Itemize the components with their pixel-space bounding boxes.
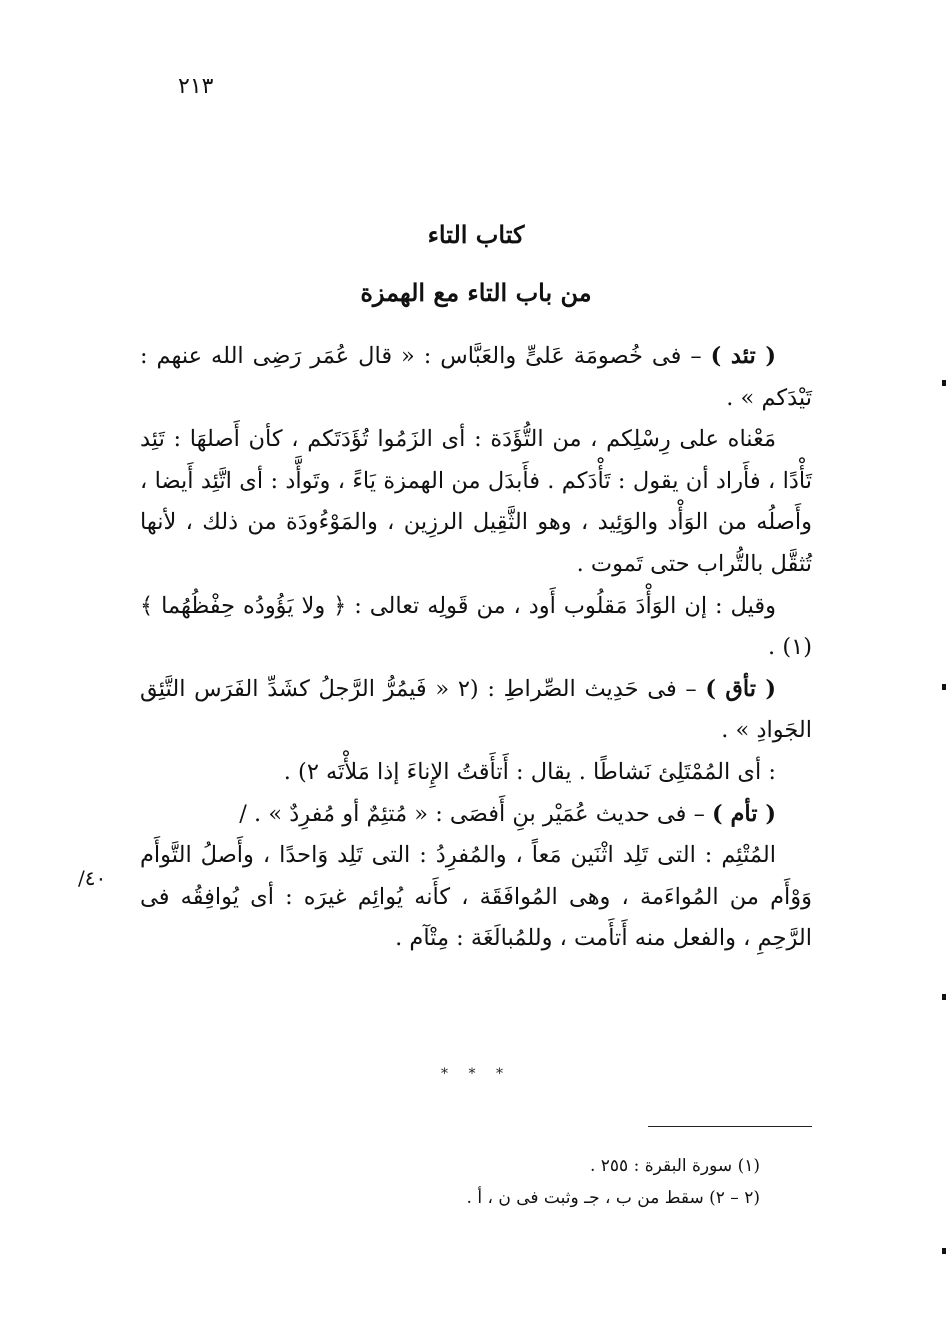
entry-key: ( تأق ) [705,675,776,702]
main-text [140,336,812,960]
entry-taid [140,336,812,419]
entry-taq [140,669,812,752]
edge-mark [942,380,946,386]
paragraph-mutim: المُتْئِم : التى تَلِد اثْنَين مَعاً ، والمُفرِدُ : التى تَلِد وَاحدًا ، وأَصلُ التَّوأَم وَوْأَم من المُواءَمة ، وهى المُوافَقَة ، كأَنه يُوائِم غيرَه : أى يُوافِقُه فى الرَّحِمِ ، والفعل منه أَتأَمت ، وللمُبالَغَة : مِتْآم . [140,842,812,952]
entry-text: – فى حَدِيث الصِّراطِ : (٢ « فَيمُرُّ الرَّجلُ كشَدِّ الفَرَس التَّئِق الجَوادِ » . [140,675,812,744]
edge-mark [942,994,946,1000]
paragraph-qila: وقيل : إن الوَأْدَ مَقلُوب أَود ، من قَولِه تعالى : ﴿ ولا يَؤُودُه حِفْظُهُما ﴾ (١) . [140,592,812,661]
paragraph-explanation: مَعْناه على رِسْلِكم ، من التُّؤَدَة : أى الزَمُوا تُؤَدَتَكم ، كأن أَصلهَا : تَئِد تَأْدًا ، فأَراد أن يقول : تَأْدَكم . فأَبدَل من الهمزة يَاءً ، وتَوأَّد : أى اتَّئِد أَيضا ، وأَصلُه من الوَأْد والوَئِيد ، وهو الثَّقِيل الرزِين ، والمَوْءُودَة من ذلك ، لأنها تُثقَّل بالتُّراب حتى تَموت . [140,426,812,577]
edge-mark [942,684,946,690]
footnote-1: (١) سورة البقرة : ٢٥٥ . [589,1156,760,1176]
entry-key: ( تأم ) [711,800,776,827]
entry-text: – فى خُصومَة عَلىٍّ والعَبَّاس : « قال عُمَر رَضِى الله عنهم : تَيْدَكم » . [140,343,812,411]
entry-taam [140,794,812,836]
edge-mark [942,1248,946,1254]
entry-key: ( تئد ) [710,343,776,369]
separator-stars: * * * [441,1066,511,1082]
paragraph-mumtali: : أى المُمْتَلِئ نَشاطًا . يقال : أَتأَقتُ الإِناءَ إذا مَلأْتَه ٢) . [283,758,776,785]
entry-text: – فى حديث عُمَيْر بنِ أَفصَى : « مُتئِمٌ أو مُفرِدٌ » . / [239,800,712,827]
footnotes [140,1150,760,1214]
footnote-2: (٢ – ٢) سقط من ب ، جـ وثبت فى ن ، أ . [466,1188,760,1208]
footnote-rule [648,1126,812,1127]
chapter-title: من باب التاء مع الهمزة [360,278,592,307]
margin-note: ٤٠/ [78,866,107,890]
book-title: كتاب التاء [427,220,525,249]
page-number: ٢١٣ [178,74,214,99]
